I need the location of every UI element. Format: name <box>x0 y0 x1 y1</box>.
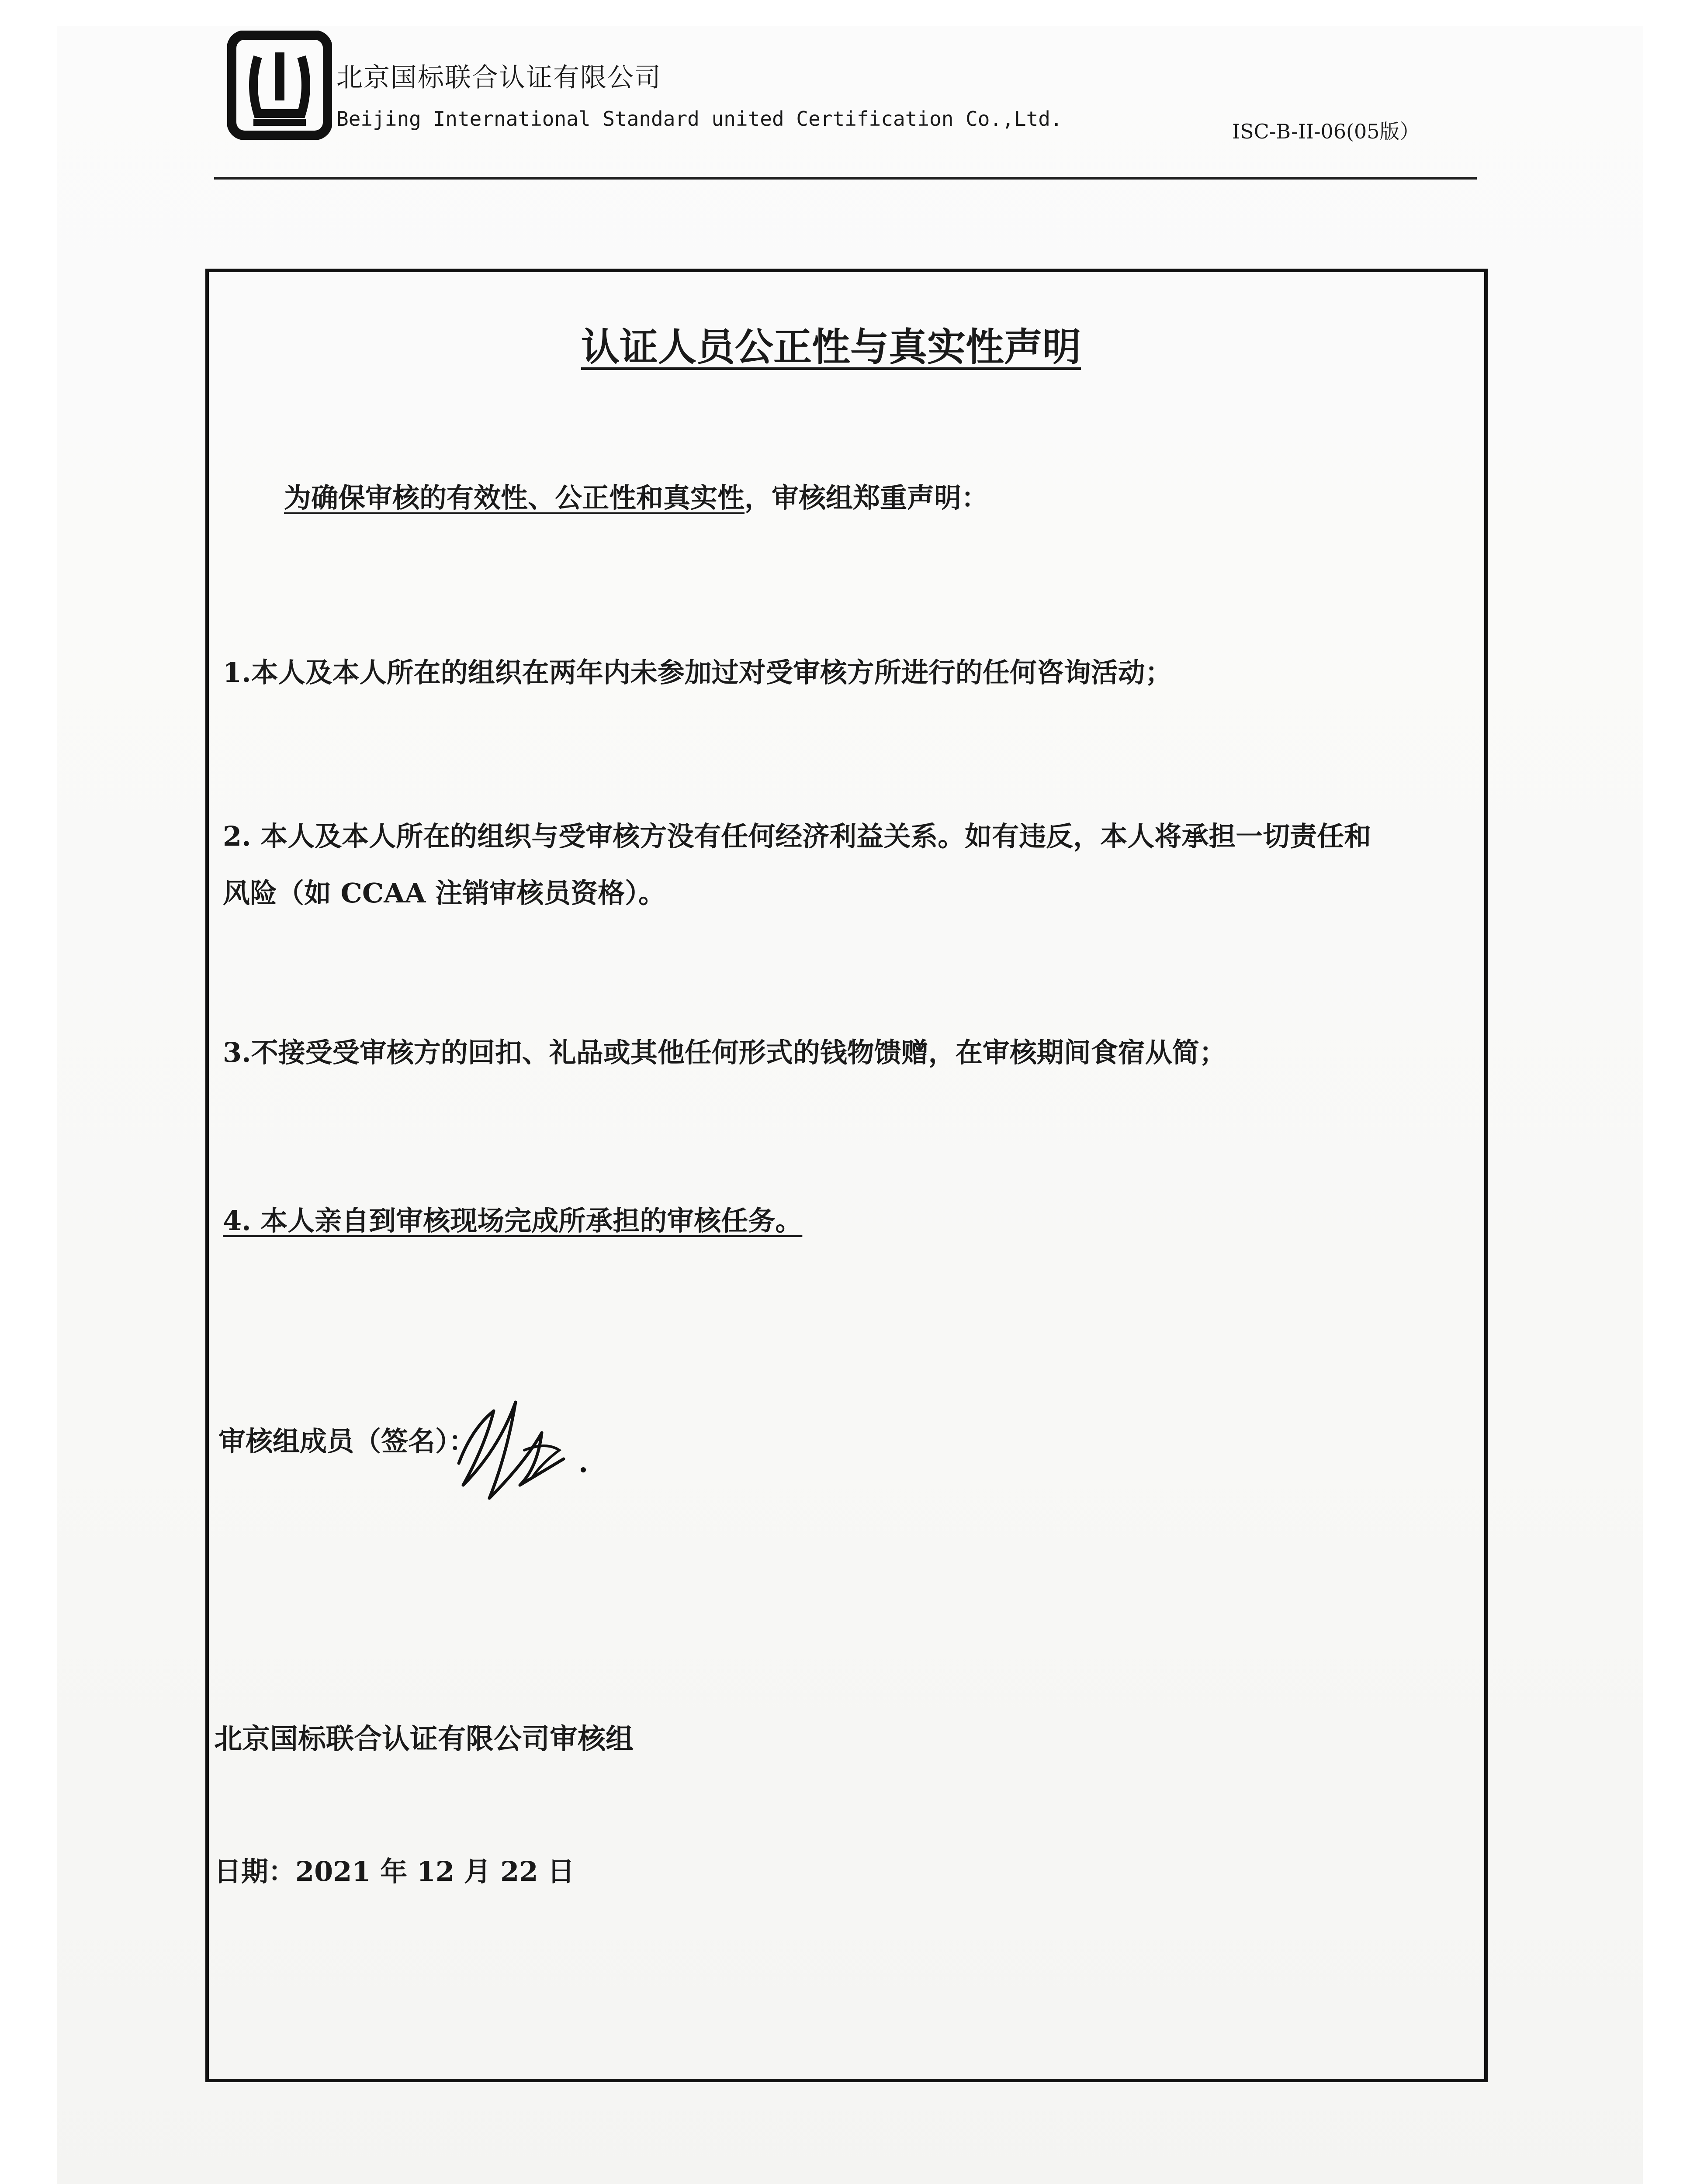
intro-rest-text: ，审核组郑重声明： <box>745 482 989 514</box>
organization-footer: 北京国标联合认证有限公司审核组 <box>214 1723 634 1755</box>
declaration-item-2-line-2: 风险（如 CCAA 注销审核员资格）。 <box>223 877 666 909</box>
declaration-item-2-line-1: 2. 本人及本人所在的组织与受审核方没有任何经济利益关系。如有违反，本人将承担一切责任和 <box>223 820 1371 852</box>
company-name-cn: 北京国标联合认证有限公司 <box>336 62 661 93</box>
declaration-item-4: 4. 本人亲自到审核现场完成所承担的审核任务。 <box>223 1205 803 1237</box>
intro-underlined-text: 为确保审核的有效性、公正性和真实性 <box>284 482 745 514</box>
intro-paragraph <box>284 476 988 515</box>
signature-label: 审核组成员（签名）： <box>218 1425 476 1457</box>
handwritten-signature <box>433 1376 607 1516</box>
company-name-en: Beijing International Standard united Certification Co.,Ltd. <box>336 107 1063 131</box>
declaration-date: 日期：2021 年 12 月 22 日 <box>214 1856 575 1887</box>
header-divider <box>214 177 1477 180</box>
declaration-item-3: 3.不接受受审核方的回扣、礼品或其他任何形式的钱物馈赠，在审核期间食宿从简； <box>223 1037 1226 1068</box>
company-logo-icon <box>227 31 332 140</box>
declaration-item-1: 1.本人及本人所在的组织在两年内未参加过对受审核方所进行的任何咨询活动； <box>223 657 1172 688</box>
declaration-frame <box>205 269 1488 2082</box>
declaration-title: 认证人员公正性与真实性声明 <box>581 325 1081 370</box>
document-code: ISC-B-II-06(05版） <box>1232 120 1420 143</box>
